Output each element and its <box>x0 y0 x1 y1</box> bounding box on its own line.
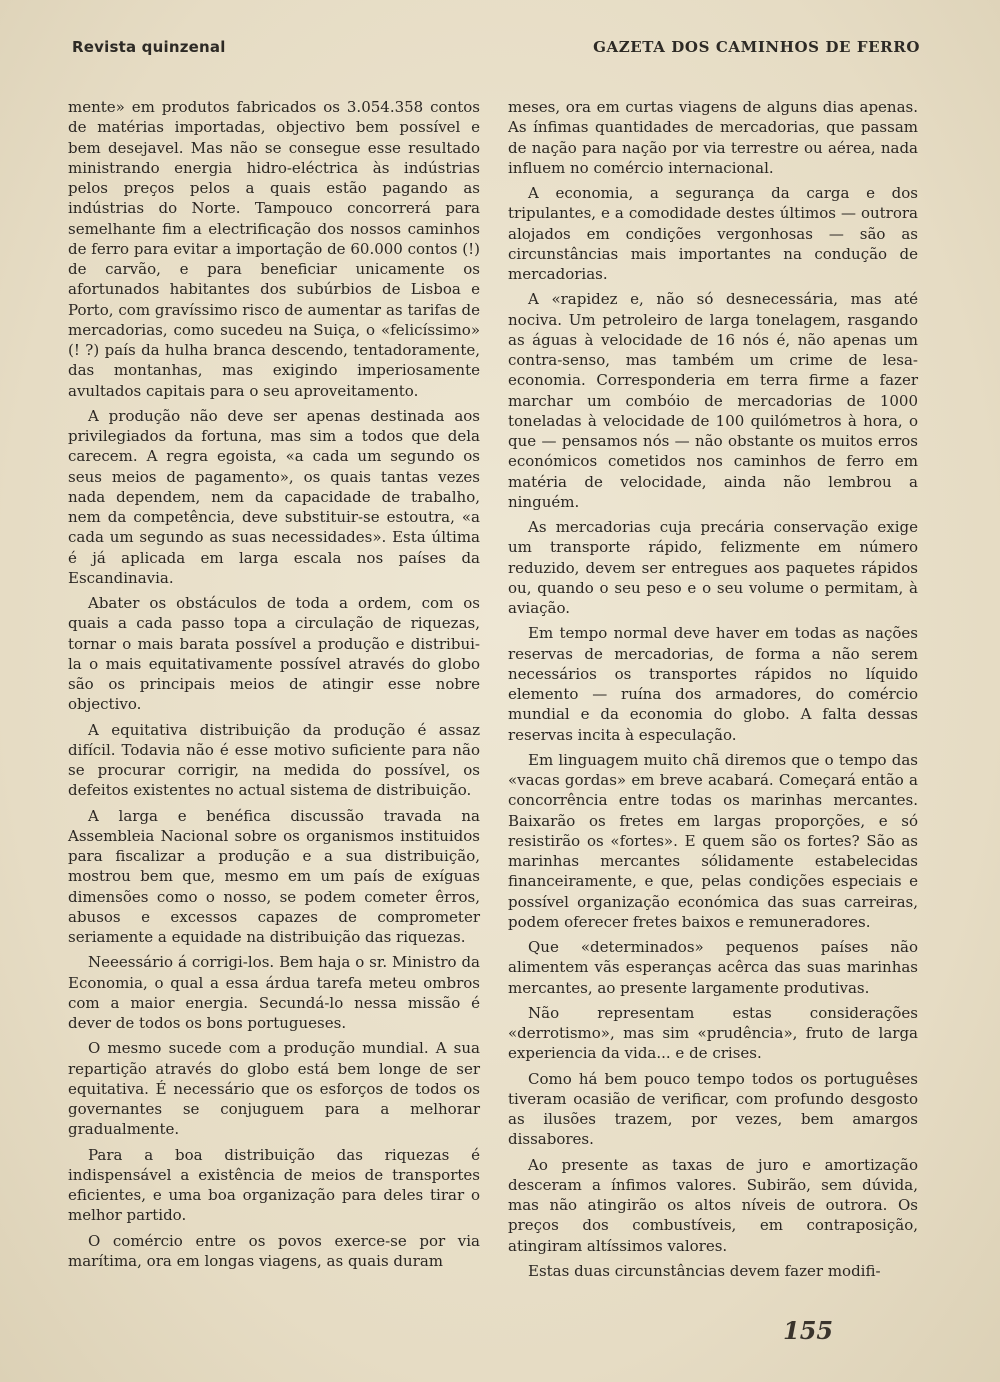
paragraph: Que «determinados» pequenos países não alimentem vãs esperanças acêrca das suas marinhas mercantes, ao presente largamente produtivas. <box>508 938 918 997</box>
paragraph: Não representam estas considerações «derrotismo», mas sim «prudência», fruto de larga experiencia da vida... e de crises. <box>508 1003 918 1063</box>
paragraph: Ao presente as taxas de juro e amortização desceram a ínfimos valores. Subirão, sem dúvida, mas não atingirão os altos níveis de outrora. Os preços dos combustíveis, em contraposição, atingiram altíssimos valores. <box>508 1155 918 1255</box>
paragraph: Estas duas circunstâncias devem fazer modifi- <box>528 1261 881 1280</box>
paragraph: Neeessário á corrigi-los. Bem haja o sr. Ministro da Economia, o qual a essa árdua tarefa meteu ombros com a maior energia. Secundá-lo nessa missão é dever de todos os bons portugueses. <box>68 953 480 1032</box>
paragraph: A economia, a segurança da carga e dos tripulantes, e a comodidade destes últimos — outrora alojados em condições vergonhosas — são as circunstâncias mais importantes na condução de mercadorias. <box>508 184 918 283</box>
paragraph: Abater os obstáculos de toda a ordem, com os quais a cada passo topa a circulação de riquezas, tornar o mais barata possível a produção e distribui-la o mais equitativamente possível através do globo são os principais meios de atingir esse nobre objectivo. <box>68 594 480 714</box>
paragraph: meses, ora em curtas viagens de alguns dias apenas. As ínfimas quantidades de mercadorias, que passam de nação para nação por via terrestre ou aérea, nada influem no comércio internacional. <box>508 98 918 177</box>
paragraph: Em linguagem muito chã diremos que o tempo das «vacas gordas» em breve acabará. Começará então a concorrência entre todas os marinhas mercantes. Baixarão os fretes em largas proporções, e só resistirão os «fortes». E quem são os fortes? São as marinhas mercantes sólidamente estabelecidas financeiramente, e que, pelas condições especiais e possível organização económica das suas carreiras, podem oferecer fretes baixos e remuneradores. <box>508 750 918 931</box>
paragraph: Como há bem pouco tempo todos os portuguêses tiveram ocasião de verificar, com profundo desgosto as ilusões trazem, por vezes, bem amargos dissabores. <box>508 1069 918 1149</box>
page-number: 155 <box>783 1316 834 1345</box>
left-column <box>68 97 480 1276</box>
paragraph: Em tempo normal deve haver em todas as nações reservas de mercadorias, de forma a não serem necessários os transportes rápidos no líquido elemento — ruína dos armadores, do comércio mundial e da economia do globo. A falta dessas reservas incita à especulação. <box>508 624 918 744</box>
paragraph: As mercadorias cuja precária conservação exige um transporte rápido, felizmente em número reduzido, devem ser entregues aos paquetes rápidos ou, quando o seu peso e o seu volume o permitam, à aviação. <box>508 518 918 617</box>
paragraph: Para a boa distribuição das riquezas é indispensável a existência de meios de transportes eficientes, e uma boa organização para deles tirar o melhor partido. <box>68 1145 480 1225</box>
running-header-right: GAZETA DOS CAMINHOS DE FERRO <box>593 38 920 56</box>
paragraph: A equitativa distribuição da produção é assaz difícil. Todavia não é esse motivo suficiente para não se procurar corrigir, na medida do possível, os defeitos existentes no actual sistema de distribuição. <box>68 720 480 800</box>
paragraph: A «rapidez e, não só desnecessária, mas até nociva. Um petroleiro de larga tonelagem, rasgando as águas à velocidade de 16 nós é, não apenas um contra-senso, mas também um crime de lesa-economia. Corresponderia em terra firme a fazer marchar um combóio de mercadorias de 1000 toneladas à velocidade de 100 quilómetros à hora, o que — pensamos nós — não obstante os muitos erros económicos cometidos nos caminhos de ferro em matéria de velocidade, ainda não lembrou a ninguém. <box>508 290 918 511</box>
paragraph: A produção não deve ser apenas destinada aos privilegiados da fortuna, mas sim a todos que dela carecem. A regra egoista, «a cada um segundo os seus meios de pagamento», os quais tantas vezes nada dependem, nem da capacidade de trabalho, nem da competência, deve substituir-se estoutra, «a cada um segundo as suas necessidades». Esta última é já aplicada em larga escala nos países da Escandinavia. <box>68 406 480 587</box>
paragraph: A larga e benéfica discussão travada na Assembleia Nacional sobre os organismos instituidos para fiscalizar a produção e a sua distribuição, mostrou bem que, mesmo em um país de exíguas dimensões como o nosso, se podem cometer êrros, abusos e excessos capazes de comprometer seriamente a equidade na distribuição das riquezas. <box>68 806 480 946</box>
paragraph: O mesmo sucede com a produção mundial. A sua repartição através do globo está bem longe de ser equitativa. É necessário que os esforços de todos os governantes se conjuguem para a melhorar gradualmente. <box>68 1039 480 1139</box>
paragraph: O comércio entre os povos exerce-se por via marítima, ora em longas viagens, as quais duram <box>68 1231 480 1270</box>
right-column <box>508 97 918 1286</box>
running-header-left: Revista quinzenal <box>72 38 226 56</box>
paragraph: mente» em produtos fabricados os 3.054.358 contos de matérias importadas, objectivo bem possível e bem desejavel. Mas não se consegue esse resultado ministrando energia hidro-eléctrica às indústrias pelos preços pelos a quais estão pagando as indústrias do Norte. Tampouco concorrerá para semelhante fim a electrificação dos nossos caminhos de ferro para evitar a importação de 60.000 contos (!) de carvão, e para beneficiar unicamente os afortunados habitantes dos subúrbios de Lisboa e Porto, com gravíssimo risco de aumentar as tarifas de mercadorias, como sucedeu na Suiça, o «felicíssimo» (! ?) país da hulha branca descendo, tentadoramente, das montanhas, mas exigindo imperiosamente avultados capitais para o seu aproveitamento. <box>68 98 480 400</box>
